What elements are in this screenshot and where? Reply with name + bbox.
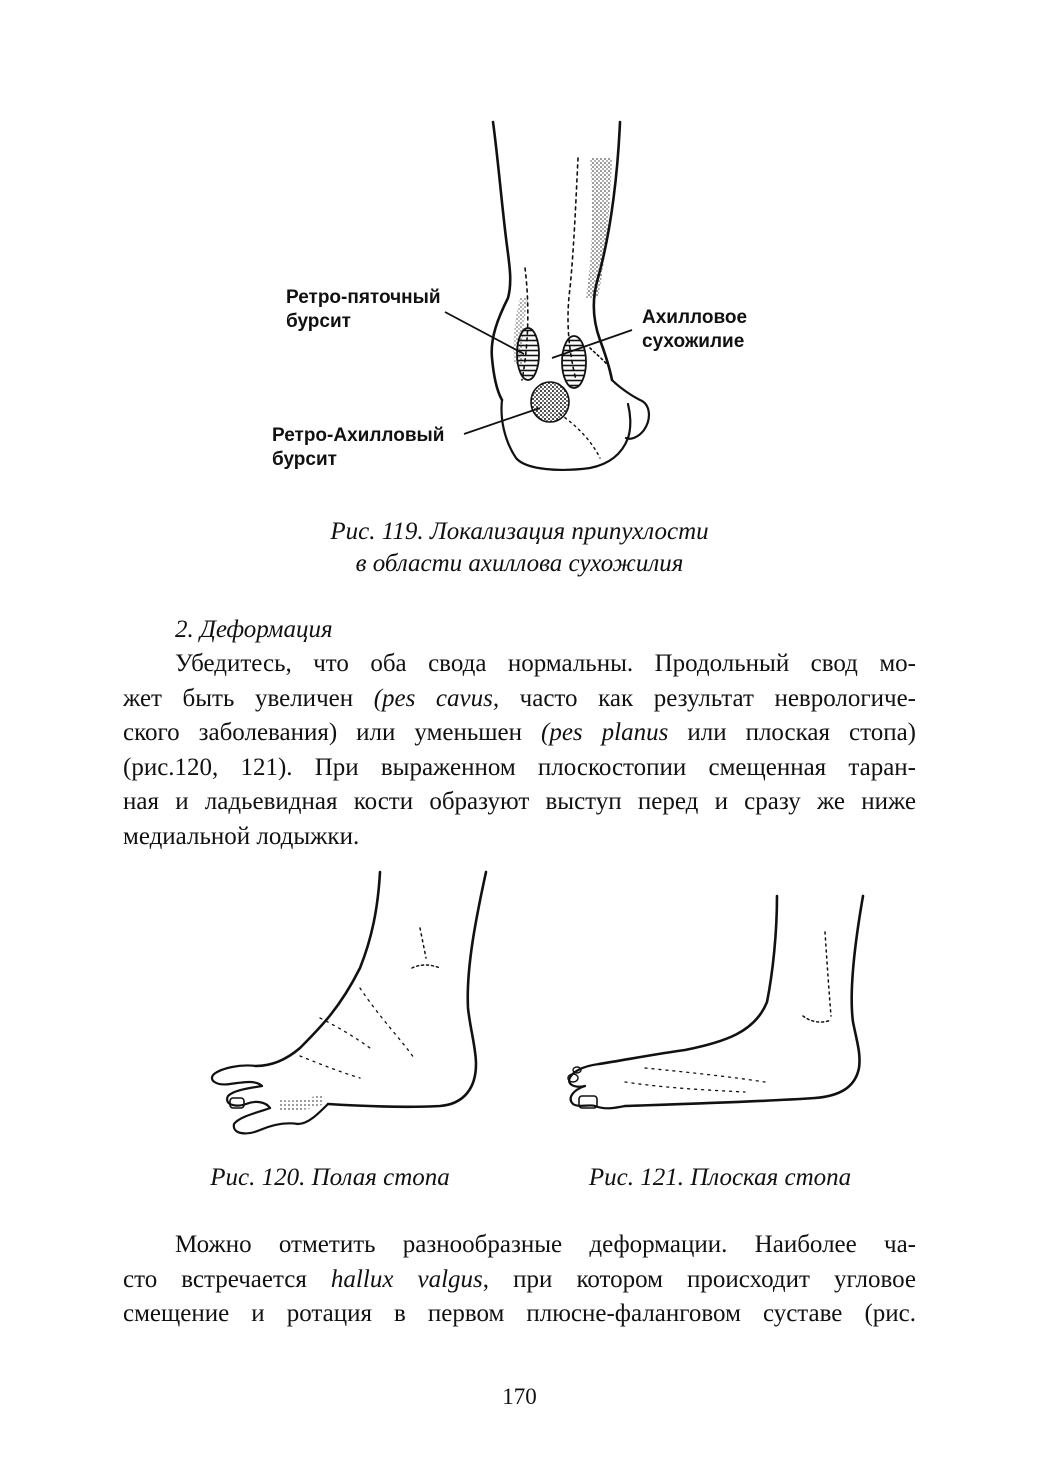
label-retro-achilles-bursitis: Ретро-Ахилловый бурсит: [272, 425, 445, 470]
paragraph-1-line-3-text-a: ского заболевания) или уменьшен: [123, 719, 542, 746]
figure-120-caption: Рис. 120. Полая стопа: [210, 1164, 450, 1191]
figure-119-caption-line-1: Рис. 119. Локализация припухлости: [330, 518, 709, 545]
figure-120: [200, 868, 500, 1150]
paragraph-1-line-1: Убедитесь, что оба свода нормальны. Продольный свод мо-: [175, 650, 916, 677]
figure-121-caption: Рис. 121. Плоская стопа: [588, 1164, 852, 1191]
paragraph-1-line-6: медиальной лодыжки.: [123, 822, 360, 850]
paragraph-deformity: [123, 647, 916, 854]
term-pes-cavus: (pes cavus,: [373, 684, 500, 712]
figure-119: [260, 118, 780, 490]
hollow-foot-illustration: [200, 868, 500, 1150]
figure-119-caption-line-2: в области ахиллова сухожилия: [355, 550, 684, 577]
paragraph-2-line-2: [123, 1263, 916, 1298]
paragraph-1-line-3-text-b: или плоская стопа): [668, 719, 916, 746]
paragraph-2-line-2-text-a: сто встречается: [123, 1265, 331, 1293]
paragraph-1-line-2: [123, 682, 916, 717]
figure-121: [555, 892, 885, 1132]
flat-foot-illustration: [555, 892, 885, 1132]
paragraph-1-line-3: [123, 716, 916, 751]
label-achilles-tendon: Ахилловое сухожилие: [642, 307, 748, 352]
figure-119-caption: [0, 516, 1039, 580]
paragraph-1-line-2-text-b: часто как результат неврологиче-: [499, 684, 916, 712]
label-retro-calcaneal-bursitis: Ретро-пяточный бурсит: [286, 287, 441, 332]
paragraph-deformities-variety: [123, 1228, 916, 1332]
page-number: 170: [502, 1384, 537, 1409]
section-heading: 2. Деформация: [175, 616, 333, 643]
paragraph-2-line-3: смещение и ротация в первом плюсне-фаланговом суставе (рис.: [123, 1300, 916, 1327]
paragraph-2-line-2-text-b: , при котором происходит угловое: [482, 1265, 916, 1293]
paragraph-1-line-2-text-a: жет быть увеличен: [123, 684, 374, 712]
term-pes-planus: (pes planus: [541, 719, 669, 746]
term-hallux-valgus: hallux valgus: [330, 1265, 483, 1293]
paragraph-1-line-5: ная и ладьевидная кости образуют выступ перед и сразу же ниже: [123, 788, 916, 815]
paragraph-1-line-4: (рис.120, 121). При выраженном плоскостопии смещенная таран-: [123, 753, 916, 781]
paragraph-2-line-1: Можно отметить разнообразные деформации. Наиболее ча-: [175, 1231, 916, 1258]
